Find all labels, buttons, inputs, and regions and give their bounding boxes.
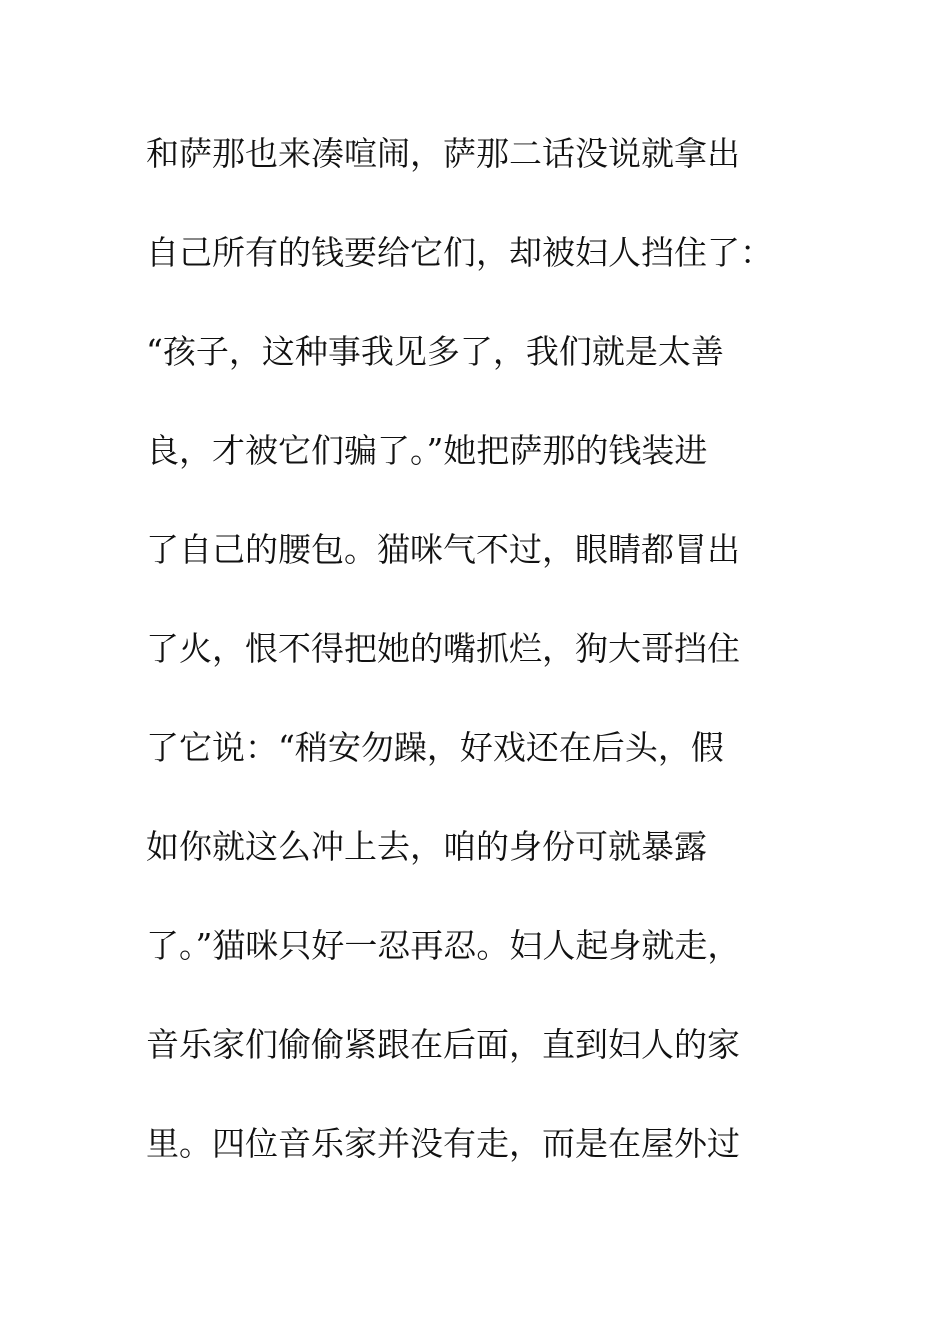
text-line: “孩子，这种事我见多了，我们就是太善 [146,332,724,371]
text-line: 和萨那也来凑喧闹，萨那二话没说就拿出 [146,134,740,173]
text-line: 音乐家们偷偷紧跟在后面，直到妇人的家 [146,1025,740,1064]
text-line: 良，才被它们骗了。”她把萨那的钱装进 [146,431,708,470]
story-paragraph [146,128,866,1217]
text-line: 了火，恨不得把她的嘴抓烂，狗大哥挡住 [146,629,740,668]
text-line: 自己所有的钱要给它们，却被妇人挡住了： [146,233,773,272]
text-line: 了它说：“稍安勿躁，好戏还在后头，假 [146,728,724,767]
text-line: 里。四位音乐家并没有走，而是在屋外过 [146,1124,740,1163]
text-line: 了自己的腰包。猫咪气不过，眼睛都冒出 [146,530,740,569]
text-line: 如你就这么冲上去，咱的身份可就暴露 [146,827,707,866]
text-line: 了。”猫咪只好一忍再忍。妇人起身就走， [146,926,741,965]
